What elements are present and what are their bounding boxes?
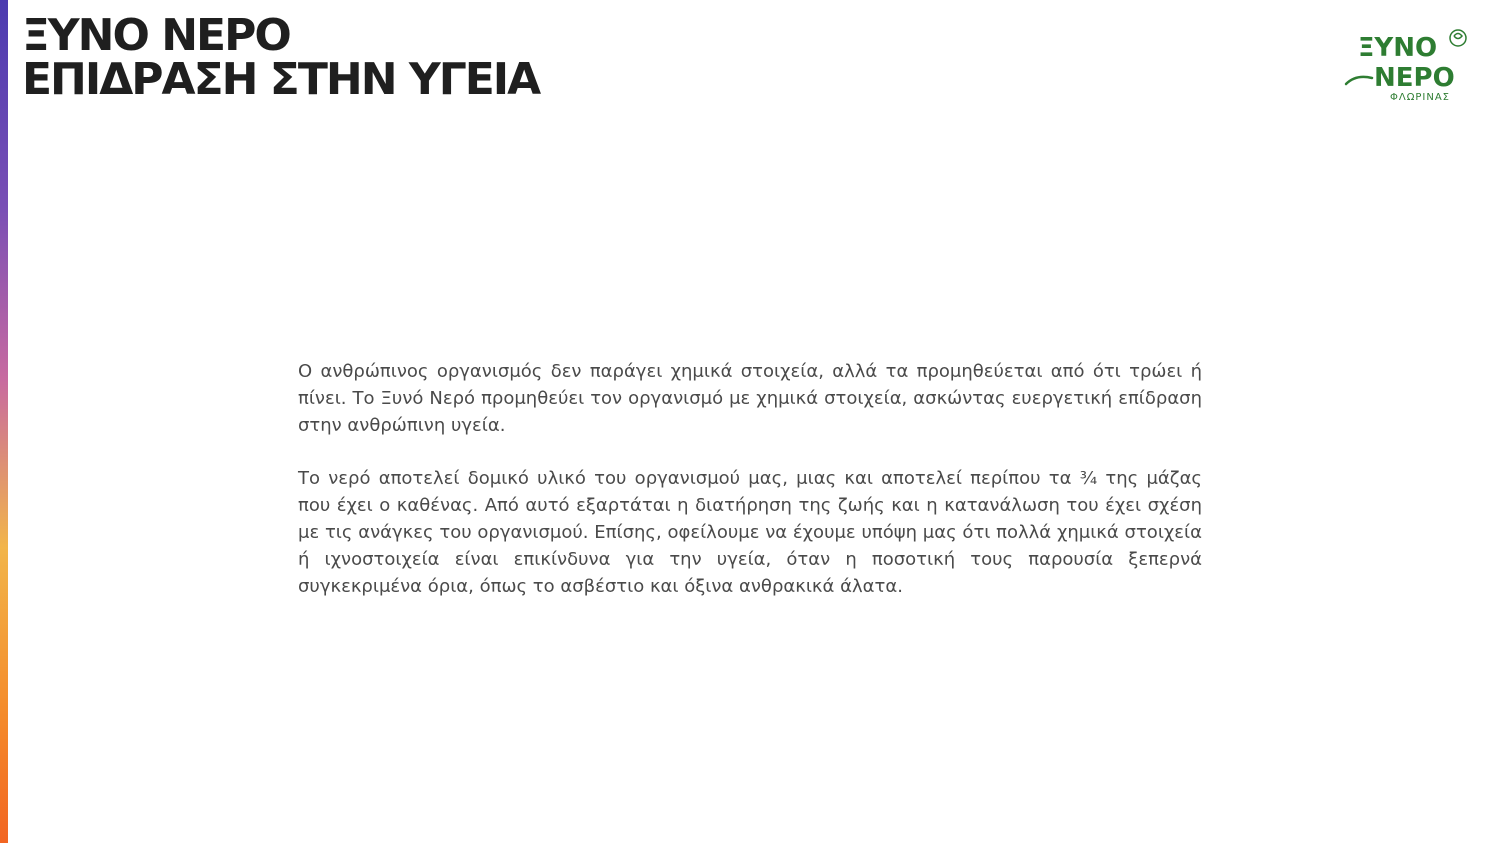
body-text [298, 358, 1202, 626]
brand-logo [1340, 22, 1480, 104]
paragraph-2: Το νερό αποτελεί δομικό υλικό του οργανισμού μας, μιας και αποτελεί περίπου τα ¾ της μάζας που έχει ο καθένας. Από αυτό εξαρτάται η διατήρηση της ζωής και η κατανάλωση του έχει σχέση με τις ανάγκες του οργανισμού. Επίσης, οφείλουμε να έχουμε υπόψη μας ότι πολλά χημικά στοιχεία ή ιχνοστοιχεία είναι επικίνδυνα για την υγεία, όταν η ποσοτική τους παρουσία ξεπερνά συγκεκριμένα όρια, όπως το ασβέστιο και όξινα ανθρακικά άλατα. [298, 468, 1202, 597]
logo-text-line-1: ΞΥΝΟ [1358, 33, 1438, 63]
emblem-icon [1450, 30, 1466, 46]
title-line-1: ΞΥΝΟ ΝΕΡΟ [22, 10, 290, 61]
title-line-2: ΕΠΙΔΡΑΣΗ ΣΤΗΝ ΥΓΕΙΑ [22, 54, 540, 105]
paragraph-1: Ο ανθρώπινος οργανισμός δεν παράγει χημικά στοιχεία, αλλά τα προμηθεύεται από ότι τρώει ή πίνει. Το Ξυνό Νερό προμηθεύει τον οργανισμό με χημικά στοιχεία, ασκώντας ευεργετική επίδραση στην ανθρώπινη υγεία. [298, 361, 1202, 436]
xyno-nero-logo-icon [1340, 22, 1480, 104]
logo-text-line-2: ΝΕΡΟ [1374, 63, 1455, 93]
logo-text-line-3: ΦΛΩΡΙΝΑΣ [1390, 92, 1450, 103]
logo-swoosh [1346, 77, 1372, 84]
page-title [22, 10, 540, 105]
gradient-accent-bar [0, 0, 8, 843]
